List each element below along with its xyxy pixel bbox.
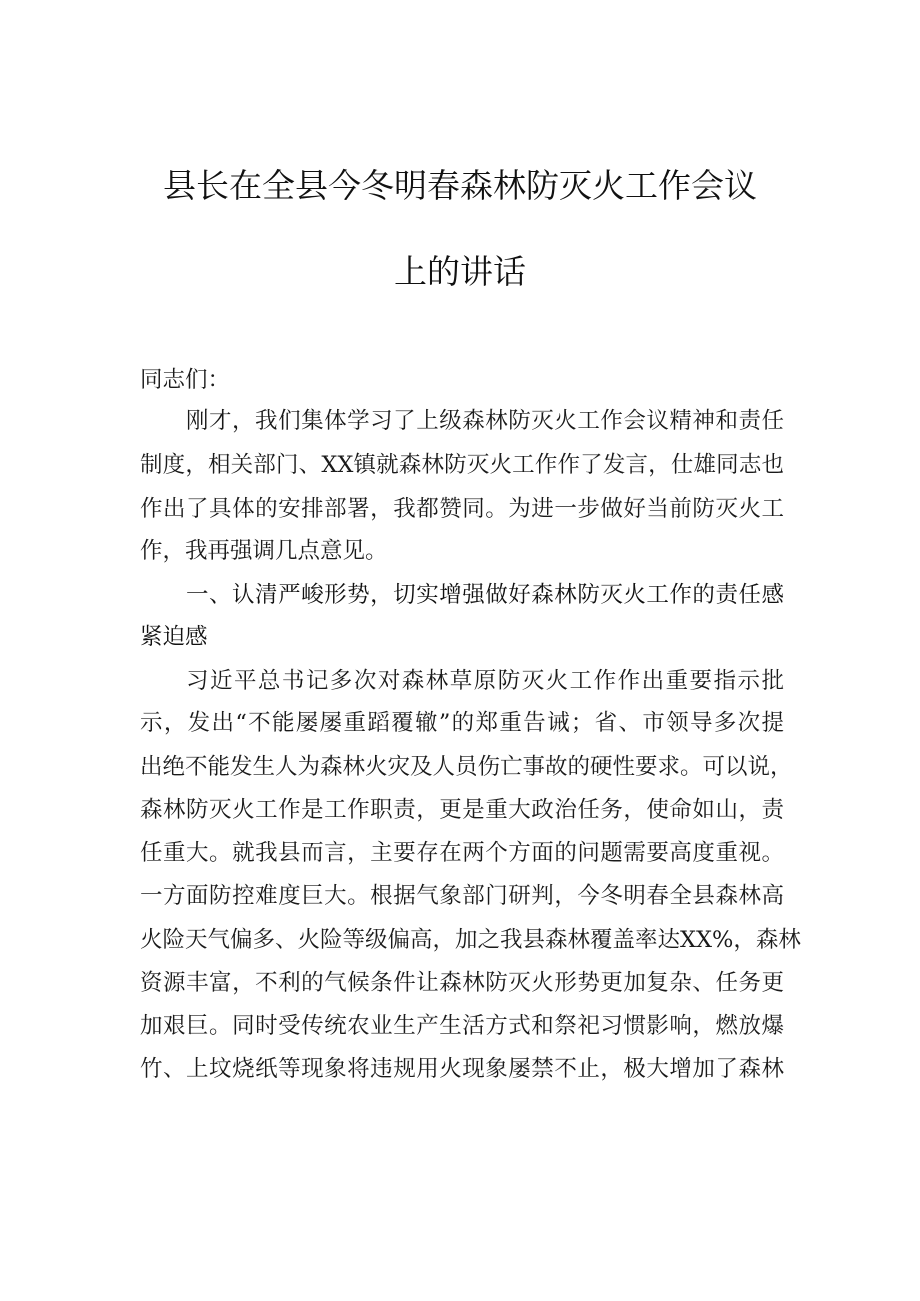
- paragraph-1-line-4: 作，我再强调几点意见。: [140, 538, 388, 564]
- paragraph-1-line-3: 作出了具体的安排部署，我都赞同。为进一步做好当前防灭火工: [140, 496, 784, 522]
- paragraph-2-line-5: 任重大。就我县而言，主要存在两个方面的问题需要高度重视。: [140, 840, 784, 866]
- paragraph-2-line-6: 一方面防控难度巨大。根据气象部门研判，今冬明春全县森林高: [140, 883, 784, 909]
- paragraph-2-line-10: 竹、上坟烧纸等现象将违规用火现象屡禁不止，极大增加了森林: [140, 1056, 784, 1082]
- paragraph-2-line-2: 示，发出“不能屡屡重蹈覆辙”的郑重告诫；省、市领导多次提: [140, 710, 784, 736]
- paragraph-2-line-4: 森林防灭火工作是工作职责，更是重大政治任务，使命如山，责: [140, 797, 784, 823]
- paragraph-2-line-9: 加艰巨。同时受传统农业生产生活方式和祭祀习惯影响，燃放爆: [140, 1013, 784, 1039]
- paragraph-2-line-8: 资源丰富，不利的气候条件让森林防灭火形势更加复杂、任务更: [140, 970, 784, 996]
- paragraph-2-line-7: 火险天气偏多、火险等级偏高，加之我县森林覆盖率达XX%，森林: [140, 927, 801, 953]
- section-1-heading-line-2: 紧迫感: [140, 624, 208, 650]
- paragraph-1-line-1: 刚才，我们集体学习了上级森林防灭火工作会议精神和责任: [186, 408, 784, 434]
- section-1-heading-line-1: 一、认清严峻形势，切实增强做好森林防灭火工作的责任感: [186, 582, 784, 608]
- document-title-line-2: 上的讲话: [394, 252, 526, 291]
- paragraph-2-line-3: 出绝不能发生人为森林火灾及人员伤亡事故的硬性要求。可以说，: [140, 754, 793, 780]
- paragraph-1-line-2: 制度，相关部门、XX镇就森林防灭火工作作了发言，仕雄同志也: [140, 452, 784, 478]
- salutation: 同志们：: [140, 367, 231, 393]
- paragraph-2-line-1: 习近平总书记多次对森林草原防灭火工作作出重要指示批: [186, 668, 784, 694]
- document-title-line-1: 县长在全县今冬明春森林防灭火工作会议: [163, 166, 757, 205]
